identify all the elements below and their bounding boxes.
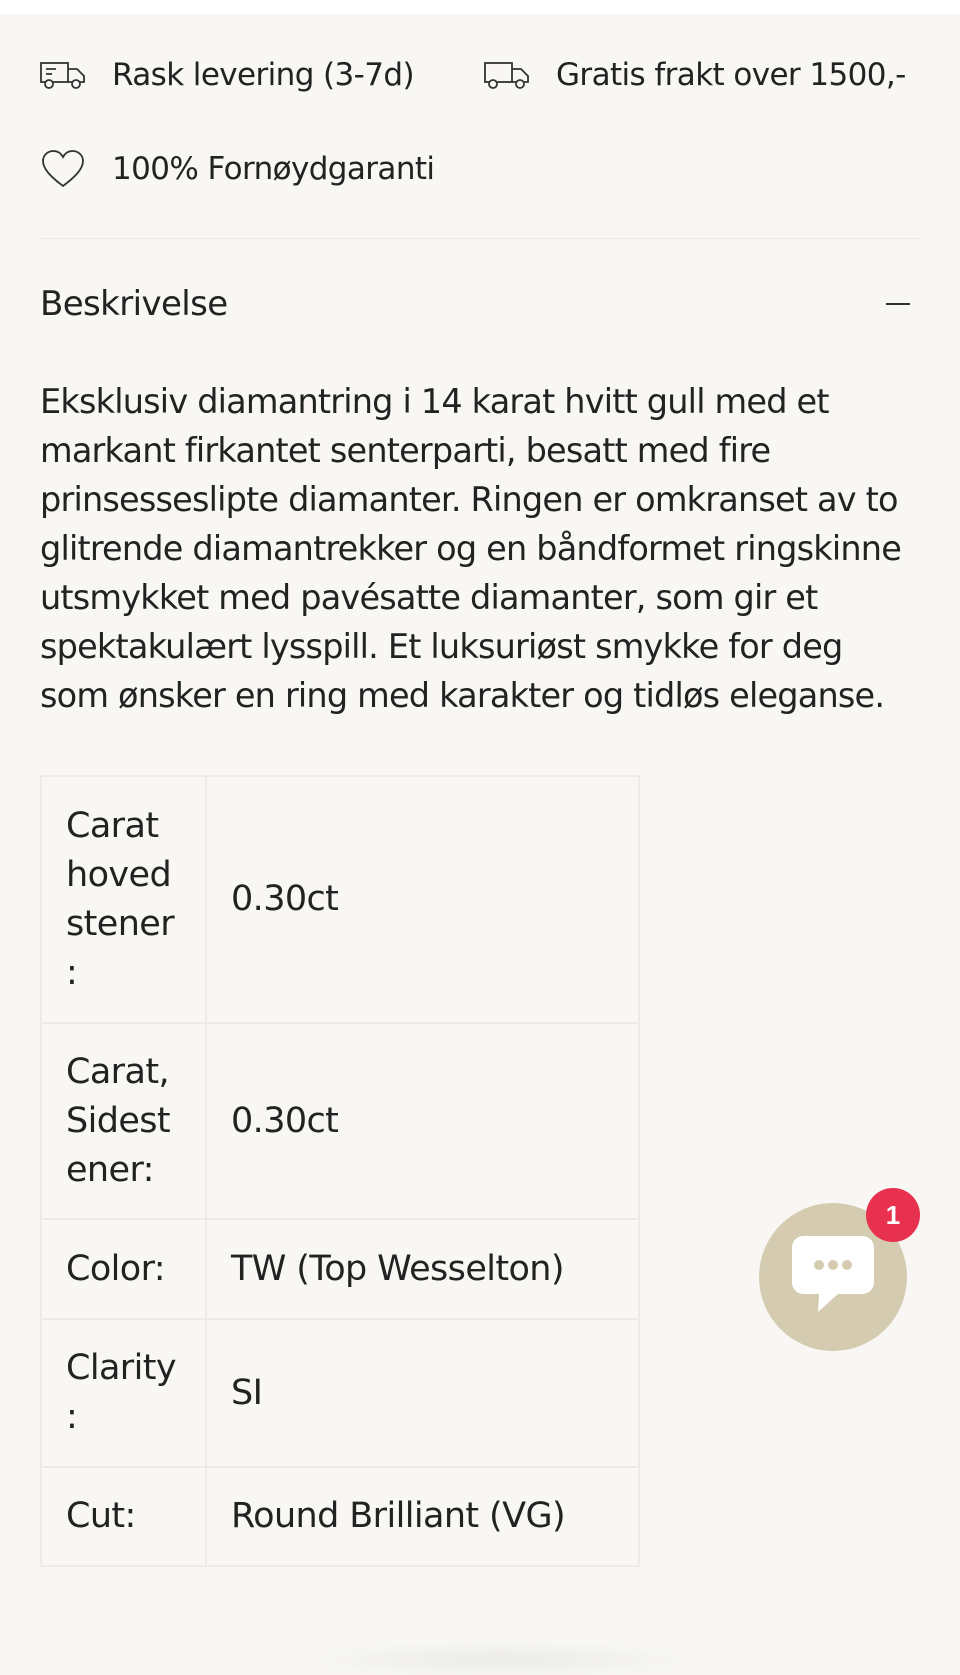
table-row [41, 1319, 639, 1467]
feature-fast-delivery [40, 56, 484, 94]
truck-icon [40, 56, 86, 94]
table-row [41, 1219, 639, 1319]
spec-key: Cut: [41, 1467, 206, 1566]
minus-icon[interactable] [886, 303, 910, 305]
spec-value: 0.30ct [206, 776, 639, 1023]
product-description: Eksklusiv diamantring i 14 karat hvitt gull med et markant firkantet senterparti, besatt med fire prinsesseslipte diamanter. Ringen er omkranset av to glitrende diamantrekker og en båndformet ringskinne utsmykket med pavésatte diamanter, som gir et spektakulært lysspill. Et luksuriøst smykke for deg som ønsker en ring med karakter og tidløs eleganse. [40, 382, 902, 715]
table-row [41, 1023, 639, 1219]
feature-text: Gratis frakt over 1500,- [556, 57, 906, 93]
accordion-description-toggle[interactable] [40, 239, 920, 369]
feature-text: Rask levering (3-7d) [112, 57, 414, 93]
spec-value: Round Brilliant (VG) [206, 1467, 639, 1566]
notification-badge: 1 [866, 1188, 920, 1242]
spec-value: 0.30ct [206, 1023, 639, 1219]
heart-icon [40, 150, 86, 188]
accordion-title: Beskrivelse [40, 284, 228, 324]
top-strip [0, 0, 960, 14]
chat-bubble-icon [788, 1232, 878, 1322]
specs-table [40, 775, 640, 1567]
truck-icon [484, 56, 530, 94]
spec-value: SI [206, 1319, 639, 1467]
feature-free-shipping [484, 56, 906, 94]
spec-key: Clarity : [41, 1319, 206, 1467]
spec-value: TW (Top Wesselton) [206, 1219, 639, 1319]
table-row [41, 1467, 639, 1566]
feature-text: 100% Fornøydgaranti [112, 151, 435, 187]
feature-satisfaction [40, 150, 434, 188]
spec-key: Carat hoved stener : [41, 776, 206, 1023]
spec-key: Carat, Sidest ener: [41, 1023, 206, 1219]
feature-row-1 [40, 28, 920, 122]
feature-row-2 [40, 122, 920, 216]
spec-key: Color: [41, 1219, 206, 1319]
table-row [41, 776, 639, 1023]
bottom-shadow [300, 1640, 700, 1675]
